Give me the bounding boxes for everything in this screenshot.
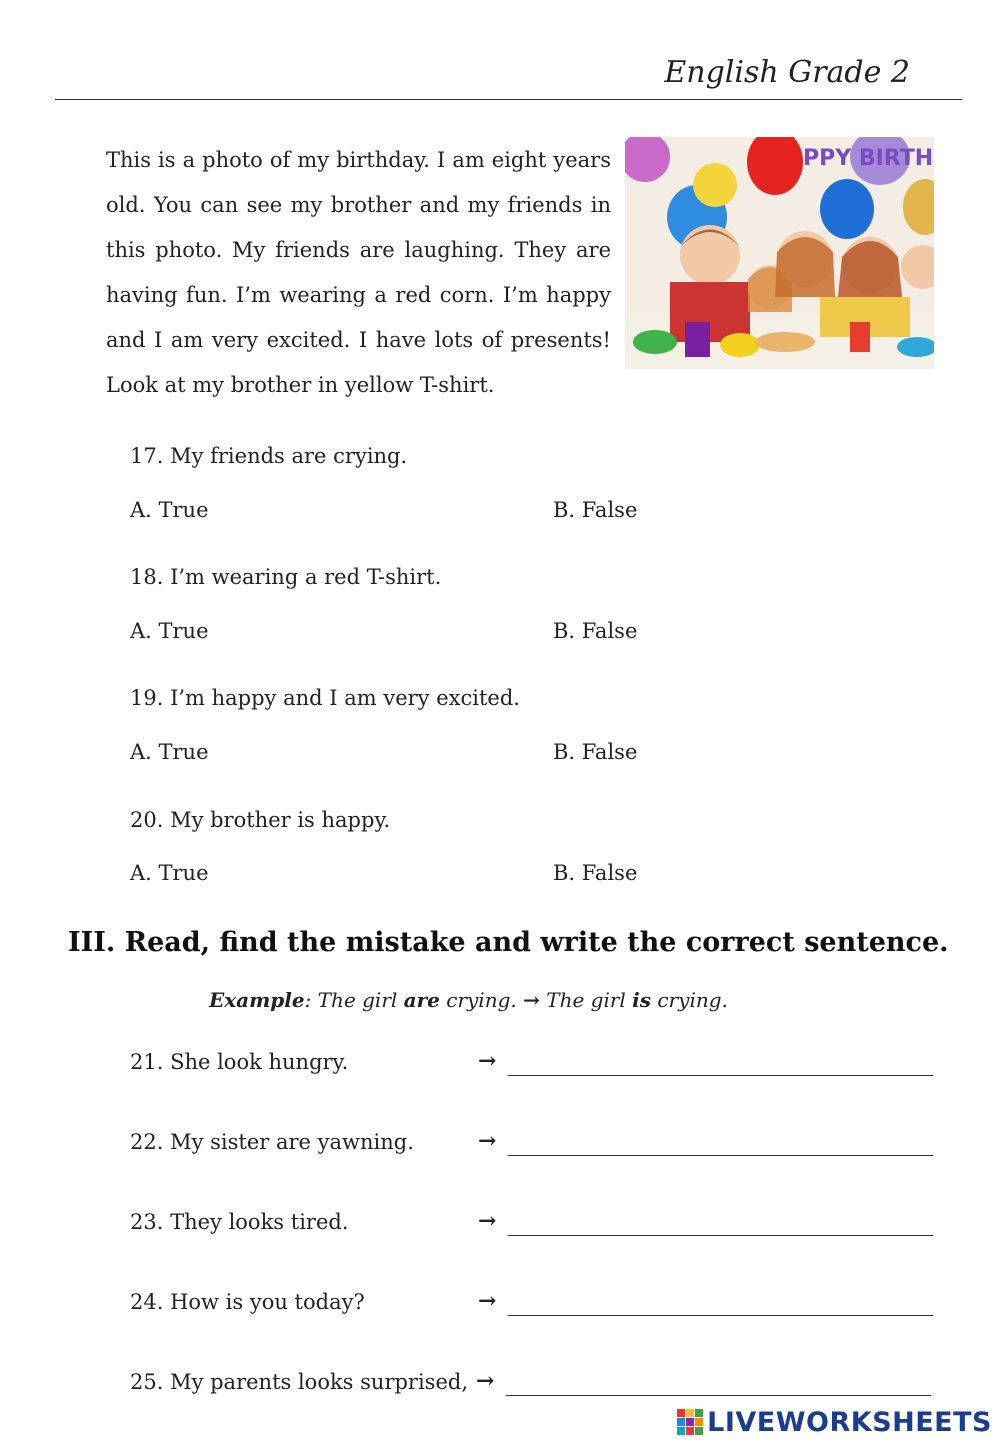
logo-text: LIVEWORKSHEETS (707, 1406, 992, 1438)
rewrite-sentence-21: 21. She look hungry. (130, 1050, 349, 1074)
arrow-icon: → (476, 1368, 495, 1394)
rewrite-sentence-25: 25. My parents looks surprised, (130, 1370, 468, 1394)
tf-option-true-17[interactable]: A. True (130, 498, 209, 522)
arrow-icon: → (523, 988, 540, 1012)
arrow-icon: → (478, 1288, 497, 1314)
rewrite-sentence-23: 23. They looks tired. (130, 1210, 349, 1234)
answer-input-23[interactable] (508, 1235, 933, 1236)
tf-option-true-18[interactable]: A. True (130, 619, 209, 643)
tf-option-false-18[interactable]: B. False (553, 619, 638, 643)
tf-question-19: 19. I’m happy and I am very excited. (130, 686, 520, 710)
header-divider (55, 99, 962, 100)
answer-input-24[interactable] (508, 1315, 933, 1316)
example-part4: crying. (651, 988, 728, 1012)
answer-input-21[interactable] (508, 1075, 933, 1076)
arrow-icon: → (478, 1048, 497, 1074)
example-part1: The girl (311, 988, 404, 1012)
tf-option-true-19[interactable]: A. True (130, 740, 209, 764)
tf-option-false-19[interactable]: B. False (553, 740, 638, 764)
banner-letters: PPY BIRTH (803, 146, 934, 171)
example-part3: The girl (539, 988, 633, 1012)
rewrite-sentence-24: 24. How is you today? (130, 1290, 365, 1314)
arrow-icon: → (478, 1208, 497, 1234)
liveworksheets-logo (677, 1405, 992, 1439)
tf-option-true-20[interactable]: A. True (130, 861, 209, 885)
tf-option-false-20[interactable]: B. False (553, 861, 638, 885)
example-part2: crying. (439, 988, 524, 1012)
section-3-title: III. Read, find the mistake and write the correct sentence. (68, 927, 949, 958)
arrow-icon: → (478, 1128, 497, 1154)
example-right-word: is (632, 988, 652, 1012)
birthday-party-photo (625, 137, 934, 369)
example-sentence (209, 988, 728, 1012)
tf-question-20: 20. My brother is happy. (130, 808, 391, 832)
tf-question-17: 17. My friends are crying. (130, 444, 408, 468)
tf-option-false-17[interactable]: B. False (553, 498, 638, 522)
worksheet-title: English Grade 2 (664, 55, 910, 90)
rewrite-sentence-22: 22. My sister are yawning. (130, 1130, 414, 1154)
tf-question-18: 18. I’m wearing a red T-shirt. (130, 565, 442, 589)
answer-input-25[interactable] (506, 1395, 931, 1396)
answer-input-22[interactable] (508, 1155, 933, 1156)
logo-grid-icon (677, 1409, 703, 1435)
example-colon: : (304, 988, 312, 1012)
example-label: Example (209, 988, 305, 1012)
example-wrong-word: are (403, 988, 440, 1012)
reading-passage: This is a photo of my birthday. I am eight years old. You can see my brother and my friends in this photo. My friends are laughing. They are having fun. I’m wearing a red corn. I’m happy and I am very excited. I have lots of presents! Look at my brother in yellow T-shirt. (106, 148, 611, 397)
